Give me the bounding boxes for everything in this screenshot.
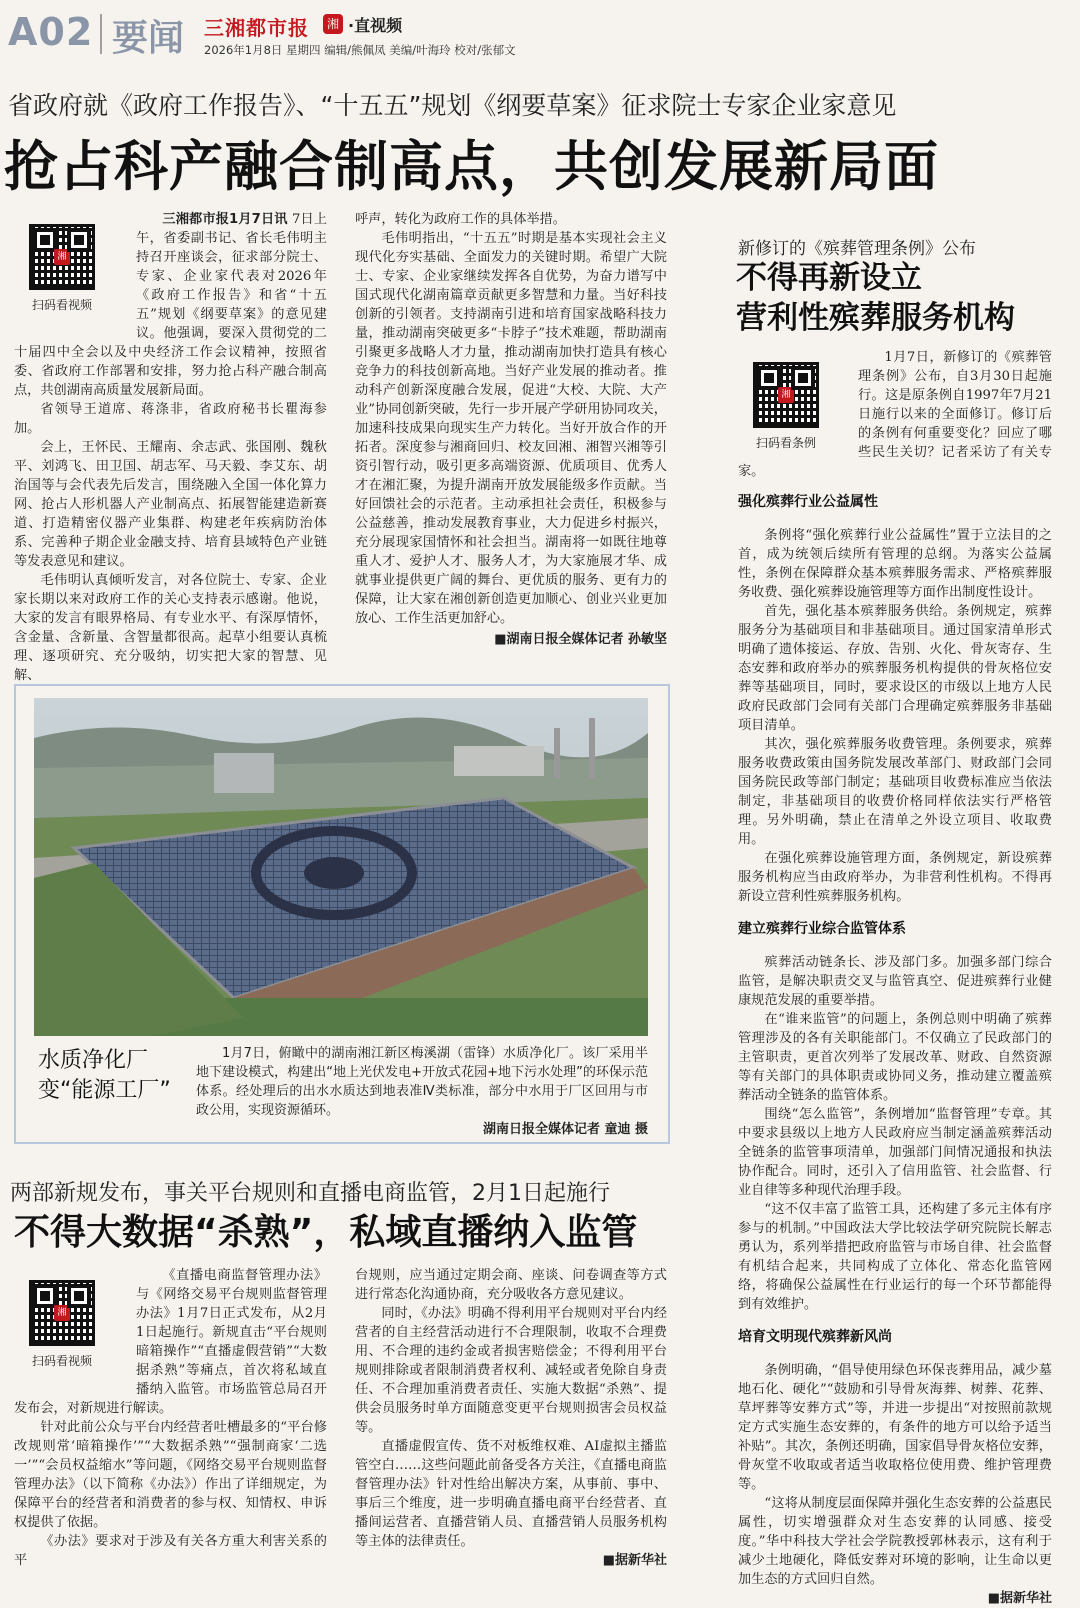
page-number: A02 (8, 10, 94, 54)
photo-title-line: 变“能源工厂” (38, 1078, 171, 1103)
section-heading: 建立殡葬行业综合监管体系 (738, 921, 906, 937)
qr-label: 扫码看视频 (31, 298, 92, 312)
qr-code-icon[interactable]: 湘 (29, 224, 95, 290)
article2-para: “这将从制度层面保障并强化生态安葬的公益惠民属性，切实增强群众对生态安葬的认同感、接受度。”华中科技大学社会学院教授郭林表示，这有利于减少土地硬化，降低安葬对环境的影响，让生命以更加生态的方式回归自然。 (738, 1496, 1052, 1587)
article2-para: 条例将“强化殡葬行业公益属性”置于立法目的之首，成为统领后续所有管理的总纲。为落实公益属性，条例在保障群众基本殡葬服务需求、严格殡葬服务收费、强化殡葬设施管理等方面作出制度性设计。 (738, 528, 1052, 600)
article3-para: 针对此前公众与平台内经营者吐槽最多的“平台修改规则常‘暗箱操作’”“大数据杀熟”“强制商家‘二选一’”“会员权益缩水”等问题，《网络交易平台规则监督管理办法》（以下简称《办法》）作出了详细规定，为保障平台的经营者和消费者的参与权、知情权、申诉权提供了依据。 (14, 1420, 327, 1530)
article2-headline-line: 不得再新设立 (736, 260, 922, 296)
photo-caption (196, 1044, 648, 1139)
article2-para: 其次，强化殡葬服务收费管理。条例要求，殡葬服务收费政策由国务院发展改革部门、财政部门会同国务院民政等部门制定；基础项目收费标准应当依法制定，非基础项目的收费价格同样依法实行严格管理。另外明确，禁止在清单之外设立项目、收取费用。 (738, 737, 1052, 847)
qr-float-spacer (738, 348, 858, 460)
article2-para: 在强化殡葬设施管理方面，条例规定，新设殡葬服务机构应当由政府举办，为非营利性机构。不得再新设立营利性殡葬服务机构。 (738, 851, 1052, 904)
brand-logo-icon: 湘 (323, 14, 343, 34)
qr-float-spacer (14, 1266, 136, 1388)
article1-col2 (355, 210, 667, 649)
article1-para: 省领导王道席、蒋涤非，省政府秘书长瞿海参加。 (14, 402, 327, 436)
article3-col2 (355, 1266, 667, 1570)
aerial-photo-illustration (34, 698, 648, 1036)
article3-col1 (14, 1266, 327, 1570)
newspaper-brand: 三湘都市报 (204, 16, 309, 40)
article2-lead: 1月7日，新修订的《殡葬管理条例》公布，自3月30日起施行。这是原条例自1997年7月21日施行以来的全面修订。修订后的条例有何重要变化？回应了哪些民生关切？记者采访了有关专家。 (738, 350, 1052, 479)
photo-title (38, 1046, 171, 1106)
article2-para: 在“谁来监管”的问题上，条例总则中明确了殡葬管理涉及的各有关职能部门。不仅确立了民政部门的主管职责，更首次列举了发展改革、财政、自然资源等有关部门的具体职责或协同义务，推动建立覆盖殡葬活动全链条的监管体系。 (738, 1012, 1052, 1103)
photo-caption-text: 1月7日，俯瞰中的湖南湘江新区梅溪湖（雷锋）水质净化厂。该厂采用半地下建设模式，构建出“地上光伏发电+开放式花园+地下污水处理”的环保示范体系。经处理后的出水水质达到地表准Ⅳ类标准，部分中水用于厂区回用与市政公用，实现资源循环。 (196, 1046, 648, 1118)
article2-para: “这不仅丰富了监管工具，还构建了多元主体有序参与的机制。”中国政法大学比较法学研究院院长解志勇认为，系列举措把政府监管与市场自律、社会监督有机结合起来，共同构成了立体化、常态化监管网络，将确保公益属性在行业运行的每一个环节都能得到有效维护。 (738, 1202, 1052, 1312)
article3-kicker: 两部新规发布，事关平台规则和直播电商监管，2月1日起施行 (10, 1181, 610, 1206)
article1-para: 毛伟明指出，“十五五”时期是基本实现社会主义现代化夯实基础、全面发力的关键时期。希望广大院士、专家、企业家继续发挥各自优势，为奋力谱写中国式现代化湖南篇章贡献更多智慧和力量。当好科技创新的引领者。支持湖南引进和培育国家战略科技力量，推动湖南突破更多“卡脖子”技术难题，帮助湖南引聚更多战略人才力量，推动湖南加快打造具有核心竞争力的科技创新高地。当好产业发展的推动者。推动科产创新深度融合发展，促进“大校、大院、大产业”协同创新突破，先行一步开展产学研用协同攻关，加速科技成果向现实生产力转化。当好开放合作的开拓者。深度参与湘商回归、校友回湘、湘智兴湘等引资引智行动，吸引更多高端资源、优质项目、优秀人才在湘汇聚，为提升湖南开放发展能级多作贡献。当好回馈社会的示范者。主动承担社会责任，积极参与公益慈善，推动发展教育事业，大力促进乡村振兴，充分展现家国情怀和社会担当。湖南将一如既往地尊重人才、爱护人才、服务人才，为大家施展才华、成就事业提供更广阔的舞台、更优质的服务、更有力的保障，让大家在湘创新创造更加顺心、创业兴业更加放心、工作生活更加舒心。 (355, 231, 667, 626)
article2-body (738, 348, 1052, 1608)
article1-lead: 7日上午，省委副书记、省长毛伟明主持召开座谈会，征求部分院士、专家、企业家代表对2026年《政府工作报告》和省“十五五”规划《纲要草案》的意见建议。他强调，要深入贯彻党的二十届四中全会以及中央经济工作会议精神，按照省委、省政府工作部署和安排，努力抢占科产融合制高点，共创湖南高质量发展新局面。 (14, 212, 328, 398)
qr-code-icon[interactable]: 湘 (29, 1280, 95, 1346)
article1-para: 呼声，转化为政府工作的具体举措。 (355, 212, 566, 227)
section-heading: 培育文明现代殡葬新风尚 (738, 1329, 892, 1345)
article2-headline (736, 258, 1015, 338)
qr-label: 扫码看视频 (31, 1354, 92, 1368)
article2-para: 殡葬活动链条长、涉及部门多。加强多部门综合监管，是解决职责交叉与监管真空、促进殡葬行业健康规范发展的重要举措。 (738, 955, 1052, 1008)
article1-para: 毛伟明认真倾听发言，对各位院士、专家、企业家长期以来对政府工作的关心支持表示感谢。他说，大家的发言有眼界格局、有专业水平、有深厚情怀，含金量、含新量、含智量都很高。起草小组要认真梳理、逐项研究、充分吸纳，切实把大家的智慧、见解、 (14, 573, 327, 683)
photo-title-line: 水质净化厂 (38, 1048, 149, 1073)
article1-kicker: 省政府就《政府工作报告》、“十五五”规划《纲要草案》征求院士专家企业家意见 (8, 91, 897, 120)
article2-kicker: 新修订的《殡葬管理条例》公布 (738, 239, 976, 259)
qr-code-icon[interactable]: 湘 (753, 362, 819, 428)
qr-label: 扫码看条例 (755, 436, 816, 450)
article2-byline: ■据新华社 (987, 1591, 1052, 1606)
article2-para: 围绕“怎么监管”，条例增加“监督管理”专章。其中要求县级以上地方人民政府应当制定涵盖殡葬活动全链条的监管事项清单，加强部门间情况通报和执法协作配合。同时，还引入了信用监管、社会监督、行业自律等多种现代治理手段。 (738, 1107, 1052, 1198)
article2-para: 首先，强化基本殡葬服务供给。条例规定，殡葬服务分为基础项目和非基础项目。通过国家清单形式明确了遗体接运、存放、告别、火化、骨灰寄存、生态安葬和政府举办的殡葬服务机构提供的骨灰格位安葬等基础项目，同时，要求设区的市级以上地方人民政府民政部门会同有关部门合理确定殡葬服务非基础项目清单。 (738, 604, 1052, 733)
water-plant-photo (34, 698, 648, 1036)
article3-para: 同时，《办法》明确不得利用平台规则对平台内经营者的自主经营活动进行不合理限制，收取不合理费用、不合理的违约金或者损害赔偿金；不得利用平台规则排除或者限制消费者权利、减轻或者免除自身责任、不合理加重消费者责任、实施大数据“杀熟”、提供会员服务时单方面随意变更平台规则损害会员权益等。 (355, 1306, 667, 1435)
header-divider (100, 14, 102, 54)
article1-col1 (14, 210, 327, 685)
article3-headline: 不得大数据“杀熟”，私域直播纳入监管 (14, 1212, 638, 1253)
article1-byline: ■湖南日报全媒体记者 孙敏坚 (494, 632, 667, 647)
article3-para: 《办法》要求对于涉及有关各方重大利害关系的平 (14, 1534, 327, 1568)
qr-float-spacer (14, 210, 136, 334)
video-brand: ·直视频 (348, 16, 403, 35)
article3-para: 台规则，应当通过定期会商、座谈、问卷调查等方式进行常态化沟通协商，充分吸收各方意见建议。 (355, 1268, 667, 1302)
article3-lead: 《直播电商监督管理办法》与《网络交易平台规则监督管理办法》1月7日正式发布，从2月1日起施行。新规直击“平台规则暗箱操作”“直播虚假营销”“大数据杀熟”等痛点，首次将私域直播纳入监管。市场监管总局召开发布会，对新规进行解读。 (14, 1268, 327, 1416)
article3-para: 直播虚假宣传、货不对板维权难、AI虚拟主播监管空白……这些问题此前备受各方关注，《直播电商监督管理办法》针对性给出解决方案，从事前、事中、事后三个维度，进一步明确直播电商平台经营者、直播间运营者、直播营销人员、直播营销人员服务机构等主体的法律责任。 (355, 1439, 667, 1549)
article1-headline: 抢占科产融合制高点，共创发展新局面 (4, 135, 939, 198)
article1-para: 会上，王怀民、王耀南、余志武、张国刚、魏秋平、刘鸿飞、田卫国、胡志军、马天毅、李艾东、胡治国等与会代表先后发言，围绕融入全国一体化算力网、抢占人形机器人产业制高点、拓展智能建造新赛道、打造精密仪器产业集群、构建老年疾病防治体系、完善种子期企业金融支持、培育县域特色产业链等发表意见和建议。 (14, 440, 327, 569)
lead-source: 三湘都市报1月7日讯 (162, 212, 288, 227)
photo-credit: 湖南日报全媒体记者 童迪 摄 (482, 1122, 648, 1137)
article2-para: 条例明确，“倡导使用绿色环保丧葬用品，减少墓地石化、硬化”“鼓励和引导骨灰海葬、树葬、花葬、草坪葬等安葬方式”等，并进一步提出“对按照前款规定方式实施生态安葬的，有条件的地方可以给予适当补贴”。其次，条例还明确，国家倡导骨灰格位安葬，骨灰堂不收取或者适当收取格位使用费、维护管理费等。 (738, 1363, 1052, 1492)
article2-headline-line: 营利性殡葬服务机构 (736, 300, 1015, 336)
section-name: 要闻 (112, 18, 185, 59)
issue-meta: 2026年1月8日 星期四 编辑/熊佩凤 美编/叶海玲 校对/张郁文 (204, 43, 516, 57)
article3-byline: ■据新华社 (602, 1553, 667, 1568)
section-heading: 强化殡葬行业公益属性 (738, 494, 878, 510)
